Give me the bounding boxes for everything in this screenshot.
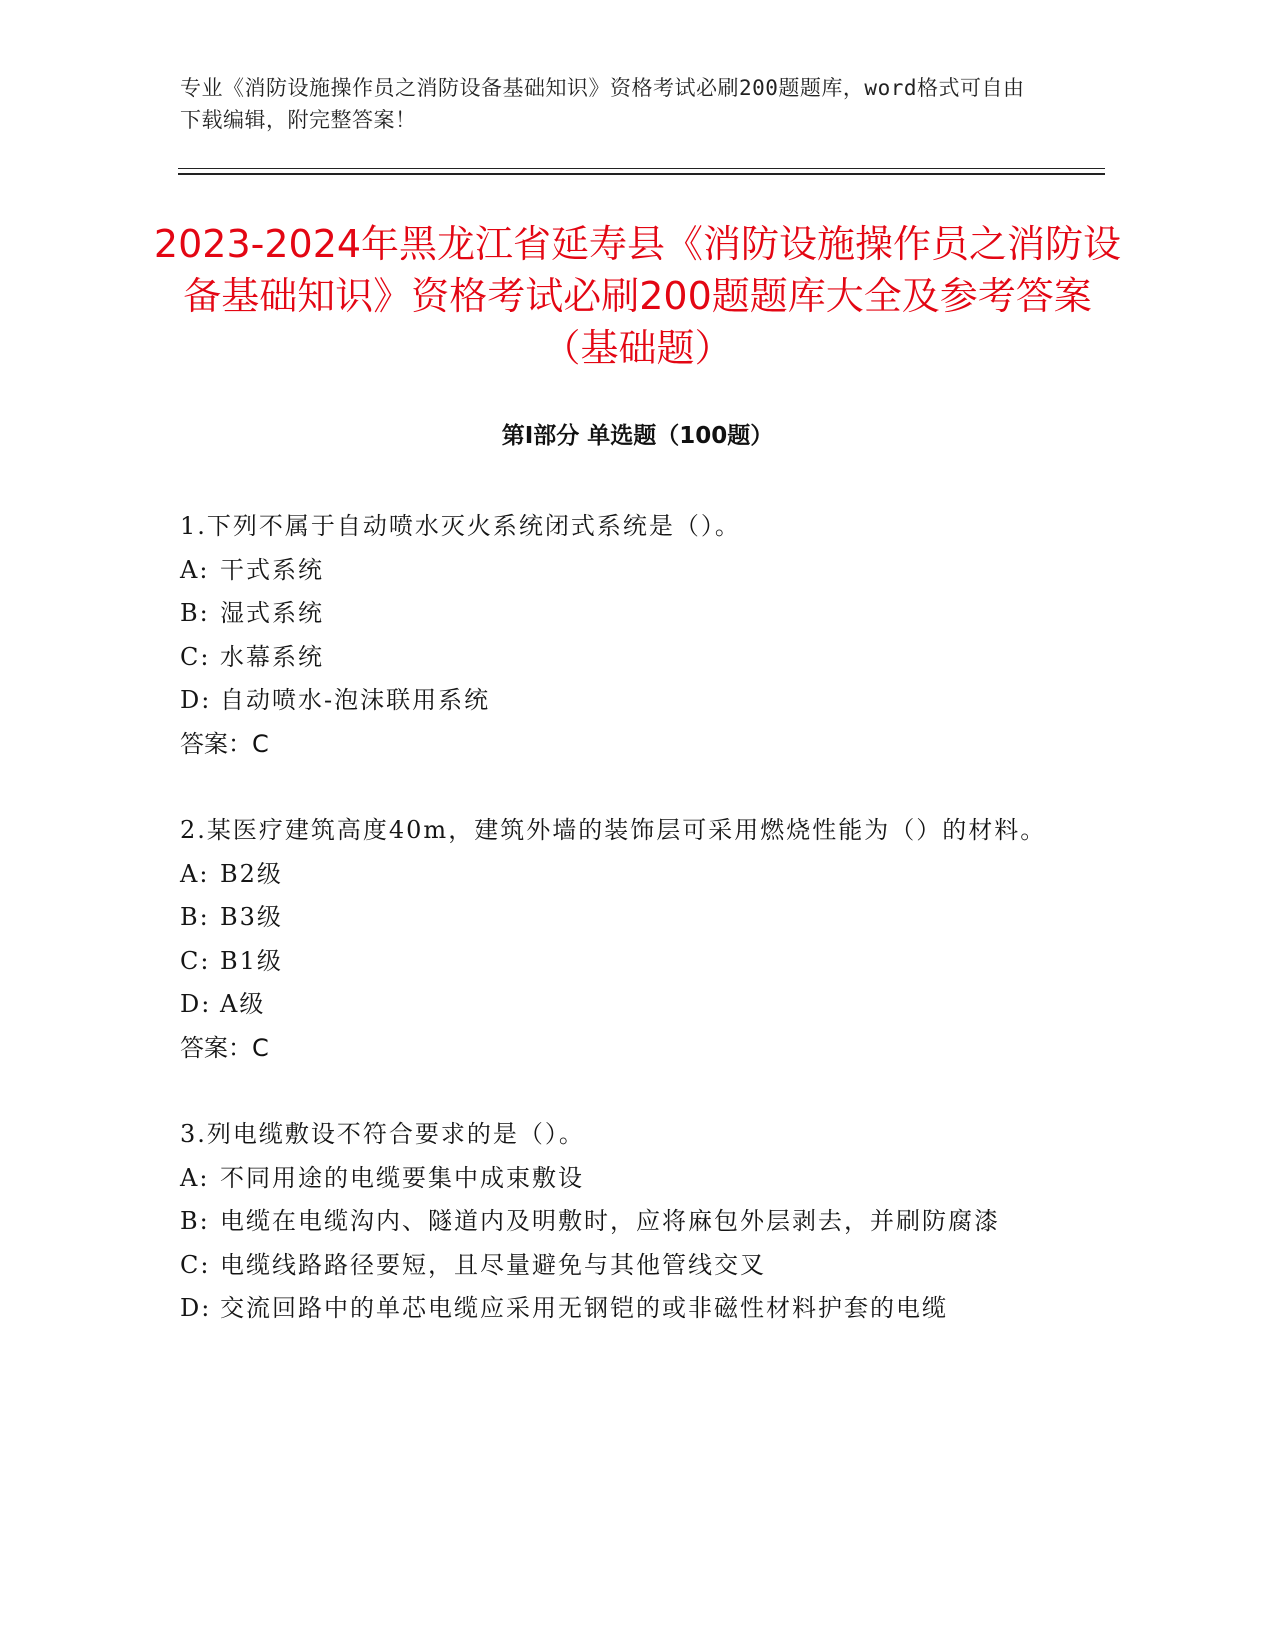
option-c (180, 940, 1060, 984)
option-letter: C: (180, 1250, 211, 1279)
question-1 (180, 505, 1060, 766)
option-letter: C: (180, 642, 211, 671)
option-text: B1级 (220, 946, 283, 975)
option-text: 湿式系统 (220, 599, 324, 627)
question-list (180, 505, 1060, 1374)
option-b (180, 1200, 1060, 1244)
header-divider-thin (178, 168, 1105, 169)
option-letter: A: (180, 1163, 210, 1192)
option-b (180, 592, 1060, 636)
option-text: B2级 (220, 859, 283, 888)
option-letter: B: (180, 1207, 210, 1235)
option-letter: A: (180, 555, 210, 584)
header-divider-thick (178, 173, 1105, 175)
answer-label: 答案： (180, 729, 252, 758)
option-text: 电缆线路路径要短，且尽量避免与其他管线交叉 (220, 1250, 766, 1279)
option-d (180, 679, 1060, 723)
option-text: 干式系统 (220, 555, 324, 584)
option-c (180, 636, 1060, 680)
option-text: B3级 (220, 903, 283, 931)
header-note: 专业《消防设施操作员之消防设备基础知识》资格考试必刷200题题库，word格式可自由下载编辑，附完整答案！ (180, 76, 1025, 132)
option-d (180, 1287, 1060, 1331)
option-letter: A: (180, 859, 210, 888)
option-letter: D: (180, 1294, 212, 1322)
question-3 (180, 1113, 1060, 1331)
answer-line (180, 1027, 1060, 1071)
option-letter: B: (180, 599, 210, 627)
question-stem: 3.列电缆敷设不符合要求的是（）。 (180, 1120, 585, 1148)
answer-value: C (252, 1033, 269, 1062)
option-letter: C: (180, 946, 211, 975)
option-text: 水幕系统 (220, 642, 324, 671)
document-title: 2023-2024年黑龙江省延寿县《消防设施操作员之消防设备基础知识》资格考试必刷200题题库大全及参考答案（基础题） (153, 222, 1122, 370)
question-stem: 1.下列不属于自动喷水灭火系统闭式系统是（）。 (180, 512, 741, 540)
option-text: A级 (220, 990, 266, 1018)
option-letter: D: (180, 990, 212, 1018)
question-2 (180, 809, 1060, 1070)
question-stem: 2.某医疗建筑高度40m，建筑外墙的装饰层可采用燃烧性能为（）的材料。 (180, 816, 1047, 844)
answer-line (180, 723, 1060, 767)
option-text: 不同用途的电缆要集中成束敷设 (220, 1163, 584, 1192)
option-text: 自动喷水-泡沫联用系统 (220, 686, 491, 714)
option-b (180, 896, 1060, 940)
option-letter: B: (180, 903, 210, 931)
answer-label: 答案： (180, 1033, 252, 1062)
option-d (180, 983, 1060, 1027)
option-text: 电缆在电缆沟内、隧道内及明敷时，应将麻包外层剥去，并刷防腐漆 (220, 1207, 1000, 1235)
option-a (180, 853, 1060, 897)
answer-value: C (252, 729, 269, 758)
option-text: 交流回路中的单芯电缆应采用无钢铠的或非磁性材料护套的电缆 (220, 1294, 948, 1322)
option-letter: D: (180, 686, 212, 714)
section-title: 第Ⅰ部分 单选题（100题） (501, 423, 774, 449)
option-a (180, 549, 1060, 593)
option-c (180, 1244, 1060, 1288)
option-a (180, 1157, 1060, 1201)
